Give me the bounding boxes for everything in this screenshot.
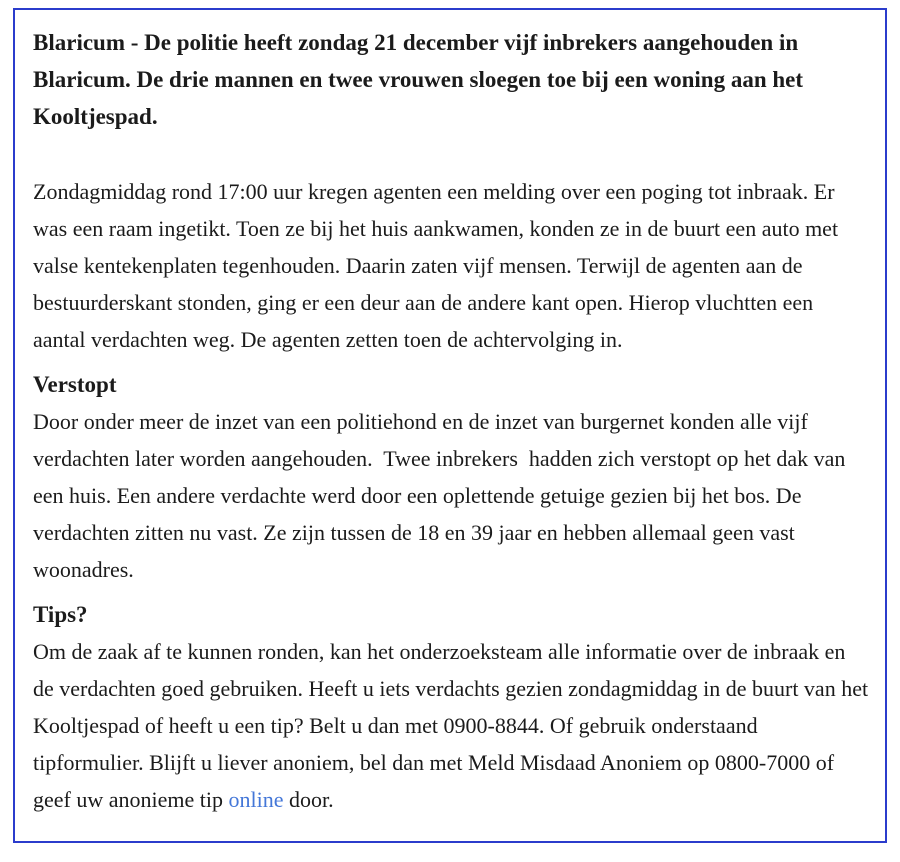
section-heading-verstopt: Verstopt — [33, 372, 117, 397]
tips-text-before-link: Om de zaak af te kunnen ronden, kan het onderzoeksteam alle informatie over de inbraak en de verdachten goed gebruiken. Heeft u iets verdachts gezien zondagmiddag in de buurt van het Kooltjespad of heeft u een tip? Belt u dan met 0900-8844. Of gebruik onderstaand tipformulier. Blijft u liever anoniem, bel dan met Meld Misdaad Anoniem op 0800-7000 of geef uw anonieme tip — [33, 639, 874, 812]
section-heading-tips: Tips? — [33, 602, 88, 627]
online-tip-link[interactable]: online — [228, 787, 284, 812]
verstopt-paragraph: Door onder meer de inzet van een politiehond en de inzet van burgernet konden alle vijf verdachten later worden aangehouden. Twee inbrekers hadden zich verstopt op het dak van een huis. Een andere verdachte werd door een oplettende getuige gezien bij het bos. De verdachten zitten nu vast. Ze zijn tussen de 18 en 39 jaar en hebben allemaal geen vast woonadres. — [33, 409, 851, 582]
article-frame — [13, 8, 887, 843]
lead-paragraph: Blaricum - De politie heeft zondag 21 december vijf inbrekers aangehouden in Blaricum. De drie mannen en twee vrouwen sloegen toe bij een woning aan het Kooltjespad. — [33, 30, 809, 129]
tips-paragraph — [33, 633, 874, 818]
intro-paragraph: Zondagmiddag rond 17:00 uur kregen agenten een melding over een poging tot inbraak. Er was een raam ingetikt. Toen ze bij het huis aankwamen, konden ze in de buurt een auto met valse kentekenplaten tegenhouden. Daarin zaten vijf mensen. Terwijl de agenten aan de bestuurderskant stonden, ging er een deur aan de andere kant open. Hierop vluchtten een aantal verdachten weg. De agenten zetten toen de achtervolging in. — [33, 179, 844, 352]
tips-text-after-link: door. — [283, 787, 334, 812]
